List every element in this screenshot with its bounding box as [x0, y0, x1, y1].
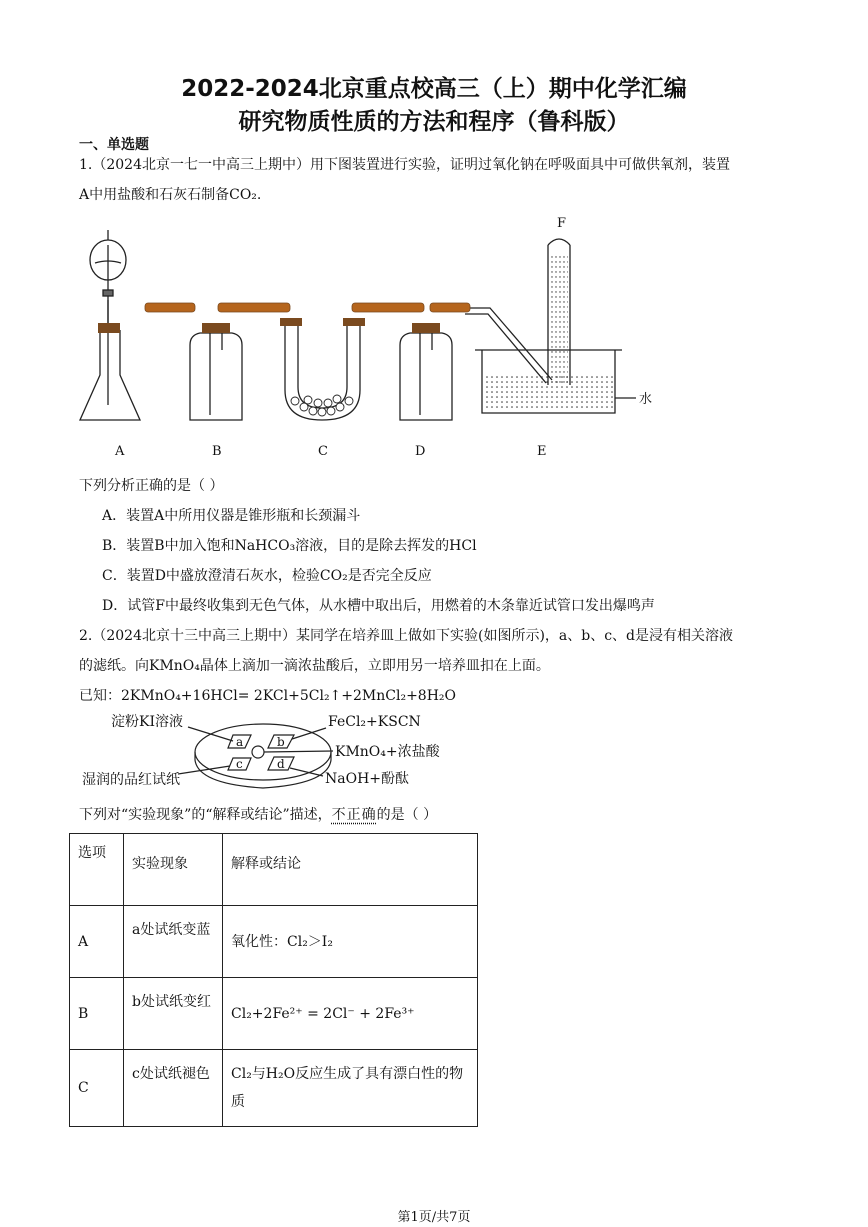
q2-line1: 2.（2024北京十三中高三上期中）某同学在培养皿上做如下实验(如图所示)，a、b、c、d是浸有相关溶液 — [79, 628, 734, 644]
label-D: D — [415, 444, 426, 459]
row-option: A — [70, 906, 124, 978]
label-fecl2-kscn: FeCl₂+KSCN — [328, 714, 421, 730]
row-option: B — [70, 978, 124, 1050]
label-B: B — [212, 444, 222, 459]
header-phenomenon: 实验现象 — [124, 834, 223, 906]
section-heading: 一、单选题 — [79, 137, 149, 153]
label-naoh-phenol: NaOH+酚酞 — [325, 771, 410, 787]
answer-table — [69, 833, 478, 1127]
header-conclusion: 解释或结论 — [223, 834, 478, 906]
q1-option-d: D．试管F中最终收集到无色气体，从水槽中取出后，用燃着的木条靠近试管口发出爆鸣声 — [102, 598, 655, 614]
row-phenomenon: b处试纸变红 — [124, 978, 223, 1050]
q1-line2: A中用盐酸和石灰石制备CO₂. — [79, 187, 262, 203]
label-water: 水 — [639, 392, 653, 407]
paper-a: a — [236, 735, 244, 749]
header-option: 选项 — [70, 834, 124, 906]
label-kmno4-hcl: KMnO₄+浓盐酸 — [335, 744, 440, 760]
table-row — [70, 1050, 478, 1127]
doc-title-line1: 2022-2024北京重点校高三（上）期中化学汇编 — [181, 76, 687, 102]
doc-title-line2: 研究物质性质的方法和程序（鲁科版） — [238, 109, 630, 135]
row-phenomenon: c处试纸褪色 — [124, 1050, 223, 1127]
table-header-row — [70, 834, 478, 906]
q1-option-b: B．装置B中加入饱和NaHCO₃溶液，目的是除去挥发的HCl — [102, 538, 477, 554]
label-pinred-paper: 湿润的品红试纸 — [82, 772, 180, 788]
label-E: E — [537, 444, 547, 459]
q2-line2: 的滤纸。向KMnO₄晶体上滴加一滴浓盐酸后，立即用另一培养皿扣在上面。 — [79, 658, 550, 674]
label-A: A — [115, 444, 125, 459]
apparatus-figure — [70, 205, 670, 465]
table-row — [70, 906, 478, 978]
q1-option-c: C．装置D中盛放澄清石灰水，检验CO₂是否完全反应 — [102, 568, 432, 584]
petri-dish-figure — [78, 708, 458, 800]
page-footer: 第1页/共7页 — [397, 1210, 471, 1225]
paper-b: b — [277, 735, 285, 749]
q2-stem-pre: 下列对“实验现象”的“解释或结论”描述， — [79, 807, 332, 823]
q1-option-a: A．装置A中所用仪器是锥形瓶和长颈漏斗 — [102, 508, 361, 524]
label-F: F — [557, 216, 567, 231]
row-phenomenon: a处试纸变蓝 — [124, 906, 223, 978]
q1-line1: 1.（2024北京一七一中高三上期中）用下图装置进行实验，证明过氧化钠在呼吸面具中可做供氧剂，装置 — [79, 157, 730, 173]
q1-stem: 下列分析正确的是（ ） — [79, 478, 224, 494]
paper-d: d — [277, 757, 285, 771]
row-conclusion: Cl₂与H₂O反应生成了具有漂白性的物质 — [223, 1050, 478, 1127]
q2-stem-emphasis: 不正确 — [331, 807, 377, 823]
table-row — [70, 978, 478, 1050]
q2-stem — [79, 805, 437, 825]
row-conclusion: 氧化性：Cl₂＞I₂ — [223, 906, 478, 978]
label-C: C — [318, 444, 328, 459]
row-conclusion: Cl₂+2Fe²⁺ = 2Cl⁻ + 2Fe³⁺ — [223, 978, 478, 1050]
q2-known-equation: 已知：2KMnO₄+16HCl= 2KCl+5Cl₂↑+2MnCl₂+8H₂O — [79, 688, 457, 704]
paper-c: c — [236, 757, 243, 771]
q2-stem-post: 的是（ ） — [376, 807, 438, 823]
row-option: C — [70, 1050, 124, 1127]
label-starch-ki: 淀粉KI溶液 — [111, 714, 183, 730]
